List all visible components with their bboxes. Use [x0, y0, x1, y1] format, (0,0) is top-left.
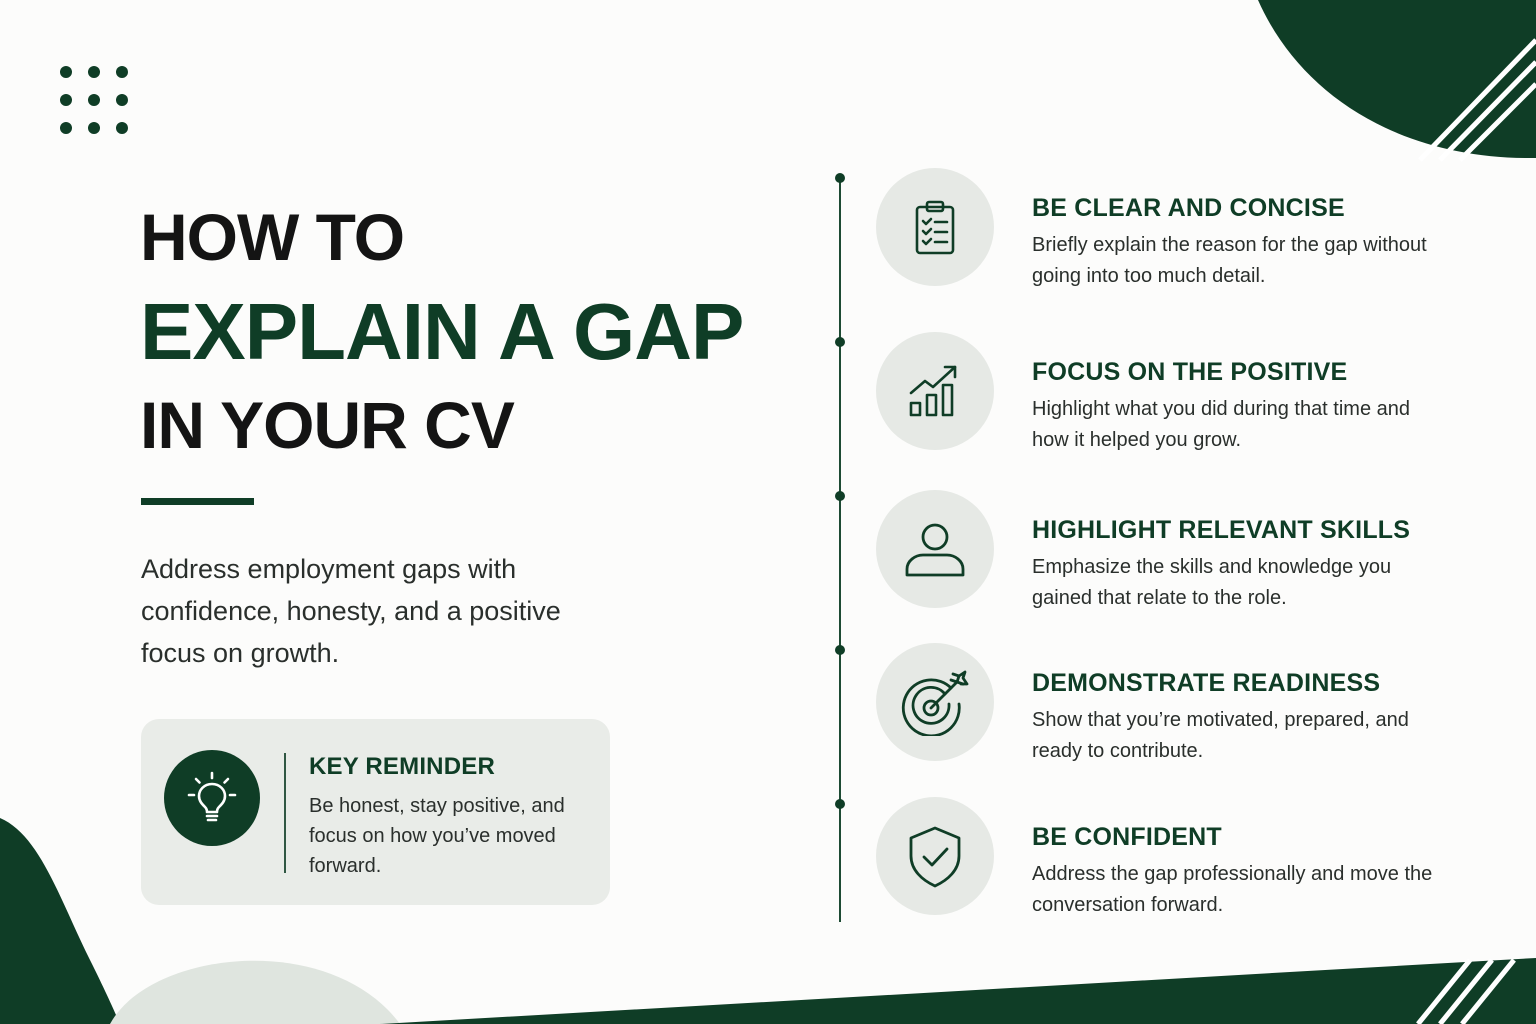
tip-text: Show that you’re motivated, prepared, and ready to contribute. — [1032, 709, 1409, 762]
tip-title: DEMONSTRATE READINESS — [1032, 669, 1381, 697]
tip-title: BE CONFIDENT — [1032, 823, 1222, 851]
bottom-left-wave — [0, 818, 120, 1024]
subtitle: Address employment gaps with confidence, honesty, and a positive focus on growth. — [141, 554, 561, 668]
title-line-3: IN YOUR CV — [140, 388, 514, 462]
growth-chart-icon — [876, 332, 994, 450]
title-line-1: HOW TO — [140, 200, 405, 274]
tip-item — [876, 643, 1476, 763]
shield-check-icon — [876, 797, 994, 915]
tip-item — [876, 332, 1476, 452]
reminder-divider — [284, 753, 286, 873]
tip-text: Briefly explain the reason for the gap without going into too much detail. — [1032, 234, 1427, 287]
timeline-dot — [835, 491, 845, 501]
top-right-corner-shape — [1258, 0, 1536, 158]
timeline-dot — [835, 645, 845, 655]
person-icon — [876, 490, 994, 608]
tip-text: Highlight what you did during that time and how it helped you grow. — [1032, 398, 1411, 451]
timeline-dot — [835, 337, 845, 347]
dot-grid-decoration — [58, 64, 130, 136]
tip-text: Address the gap professionally and move the conversation forward. — [1032, 863, 1433, 916]
tip-title: BE CLEAR AND CONCISE — [1032, 194, 1345, 222]
timeline-dot — [835, 799, 845, 809]
title-line-2: EXPLAIN A GAP — [140, 287, 744, 376]
reminder-text: Be honest, stay positive, and focus on how you’ve moved forward. — [309, 795, 565, 877]
clipboard-checklist-icon — [876, 168, 994, 286]
tip-text: Emphasize the skills and knowledge you gained that relate to the role. — [1032, 556, 1392, 609]
timeline-dot — [835, 173, 845, 183]
bottom-light-circle — [110, 961, 400, 1024]
tip-item — [876, 797, 1476, 917]
title-underline — [141, 498, 254, 505]
tip-item — [876, 490, 1476, 610]
tip-title: HIGHLIGHT RELEVANT SKILLS — [1032, 516, 1411, 544]
tip-title: FOCUS ON THE POSITIVE — [1032, 358, 1348, 386]
reminder-title: KEY REMINDER — [309, 753, 495, 780]
timeline-line — [839, 178, 841, 922]
tip-item — [876, 168, 1476, 288]
target-arrow-icon — [876, 643, 994, 761]
lightbulb-icon — [164, 750, 260, 846]
bottom-band — [380, 958, 1536, 1024]
key-reminder-card — [141, 719, 610, 905]
